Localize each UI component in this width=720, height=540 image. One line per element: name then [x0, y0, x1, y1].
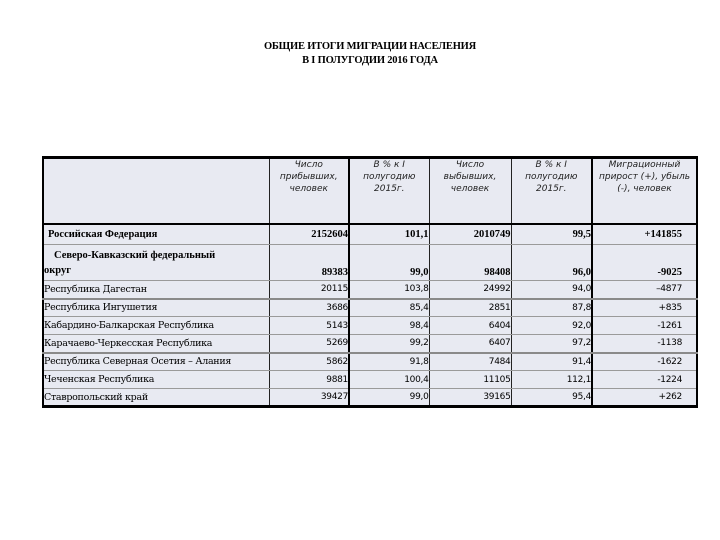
- title-line-2: В I ПОЛУГОДИИ 2016 ГОДА: [302, 55, 438, 66]
- region-name: Республика Дагестан: [43, 281, 269, 299]
- table-row: [43, 335, 697, 353]
- arrived-pct-value: 85,4: [349, 299, 429, 317]
- arrived-pct-value: 103,8: [349, 281, 429, 299]
- arrived-value: 89383: [269, 245, 349, 281]
- departed-value: 98408: [429, 245, 511, 281]
- net-value: -1138: [592, 335, 697, 353]
- net-value: +141855: [592, 224, 697, 245]
- migration-table: [42, 156, 698, 408]
- arrived-value: 5269: [269, 335, 349, 353]
- region-name: Республика Ингушетия: [43, 299, 269, 317]
- page-title: [0, 40, 720, 68]
- region-name: Чеченская Республика: [43, 371, 269, 389]
- arrived-pct-value: 99,0: [349, 245, 429, 281]
- header-departed: Число выбывших, человек: [429, 158, 511, 224]
- region-name-line-1: Северо-Кавказский федеральный: [54, 250, 216, 261]
- arrived-pct-value: 100,4: [349, 371, 429, 389]
- arrived-value: 9881: [269, 371, 349, 389]
- departed-pct-value: 94,0: [511, 281, 592, 299]
- arrived-pct-value: 99,0: [349, 389, 429, 407]
- table-row: [43, 389, 697, 407]
- header-net-migration: Миграционный прирост (+), убыль (-), человек: [592, 158, 697, 224]
- region-name-line-2: округ: [44, 265, 72, 276]
- arrived-value: 2152604: [269, 224, 349, 245]
- region-name: Российская Федерация: [43, 224, 269, 245]
- departed-pct-value: 87,8: [511, 299, 592, 317]
- table-row: [43, 245, 697, 281]
- net-value: -1622: [592, 353, 697, 371]
- net-value: +262: [592, 389, 697, 407]
- table-row: [43, 281, 697, 299]
- header-arrived: Число прибывших, человек: [269, 158, 349, 224]
- departed-pct-value: 112,1: [511, 371, 592, 389]
- departed-value: 39165: [429, 389, 511, 407]
- table-row: [43, 371, 697, 389]
- table-row: [43, 317, 697, 335]
- departed-value: 11105: [429, 371, 511, 389]
- net-value: +835: [592, 299, 697, 317]
- arrived-value: 20115: [269, 281, 349, 299]
- header-region: [43, 158, 269, 224]
- arrived-value: 5143: [269, 317, 349, 335]
- net-value: -9025: [592, 245, 697, 281]
- departed-pct-value: 92,0: [511, 317, 592, 335]
- region-name: Карачаево-Черкесская Республика: [43, 335, 269, 353]
- departed-value: 2851: [429, 299, 511, 317]
- departed-value: 2010749: [429, 224, 511, 245]
- arrived-pct-value: 101,1: [349, 224, 429, 245]
- departed-value: 7484: [429, 353, 511, 371]
- net-value: -1224: [592, 371, 697, 389]
- table-row: [43, 353, 697, 371]
- table-header: [43, 158, 697, 224]
- header-arrived-pct: В % к I полугодию 2015г.: [349, 158, 429, 224]
- departed-pct-value: 97,2: [511, 335, 592, 353]
- departed-pct-value: 99,5: [511, 224, 592, 245]
- departed-value: 24992: [429, 281, 511, 299]
- region-name: Ставропольский край: [43, 389, 269, 407]
- arrived-pct-value: 91,8: [349, 353, 429, 371]
- arrived-pct-value: 98,4: [349, 317, 429, 335]
- net-value: -1261: [592, 317, 697, 335]
- departed-pct-value: 91,4: [511, 353, 592, 371]
- table-row: [43, 224, 697, 245]
- arrived-value: 39427: [269, 389, 349, 407]
- region-name: [43, 245, 269, 281]
- arrived-value: 3686: [269, 299, 349, 317]
- departed-pct-value: 96,0: [511, 245, 592, 281]
- net-value: –4877: [592, 281, 697, 299]
- region-name: Республика Северная Осетия – Алания: [43, 353, 269, 371]
- title-line-1: ОБЩИЕ ИТОГИ МИГРАЦИИ НАСЕЛЕНИЯ: [263, 41, 477, 52]
- arrived-value: 5862: [269, 353, 349, 371]
- arrived-pct-value: 99,2: [349, 335, 429, 353]
- departed-value: 6407: [429, 335, 511, 353]
- departed-value: 6404: [429, 317, 511, 335]
- region-name: Кабардино-Балкарская Республика: [43, 317, 269, 335]
- header-departed-pct: В % к I полугодию 2015г.: [511, 158, 592, 224]
- departed-pct-value: 95,4: [511, 389, 592, 407]
- table-row: [43, 299, 697, 317]
